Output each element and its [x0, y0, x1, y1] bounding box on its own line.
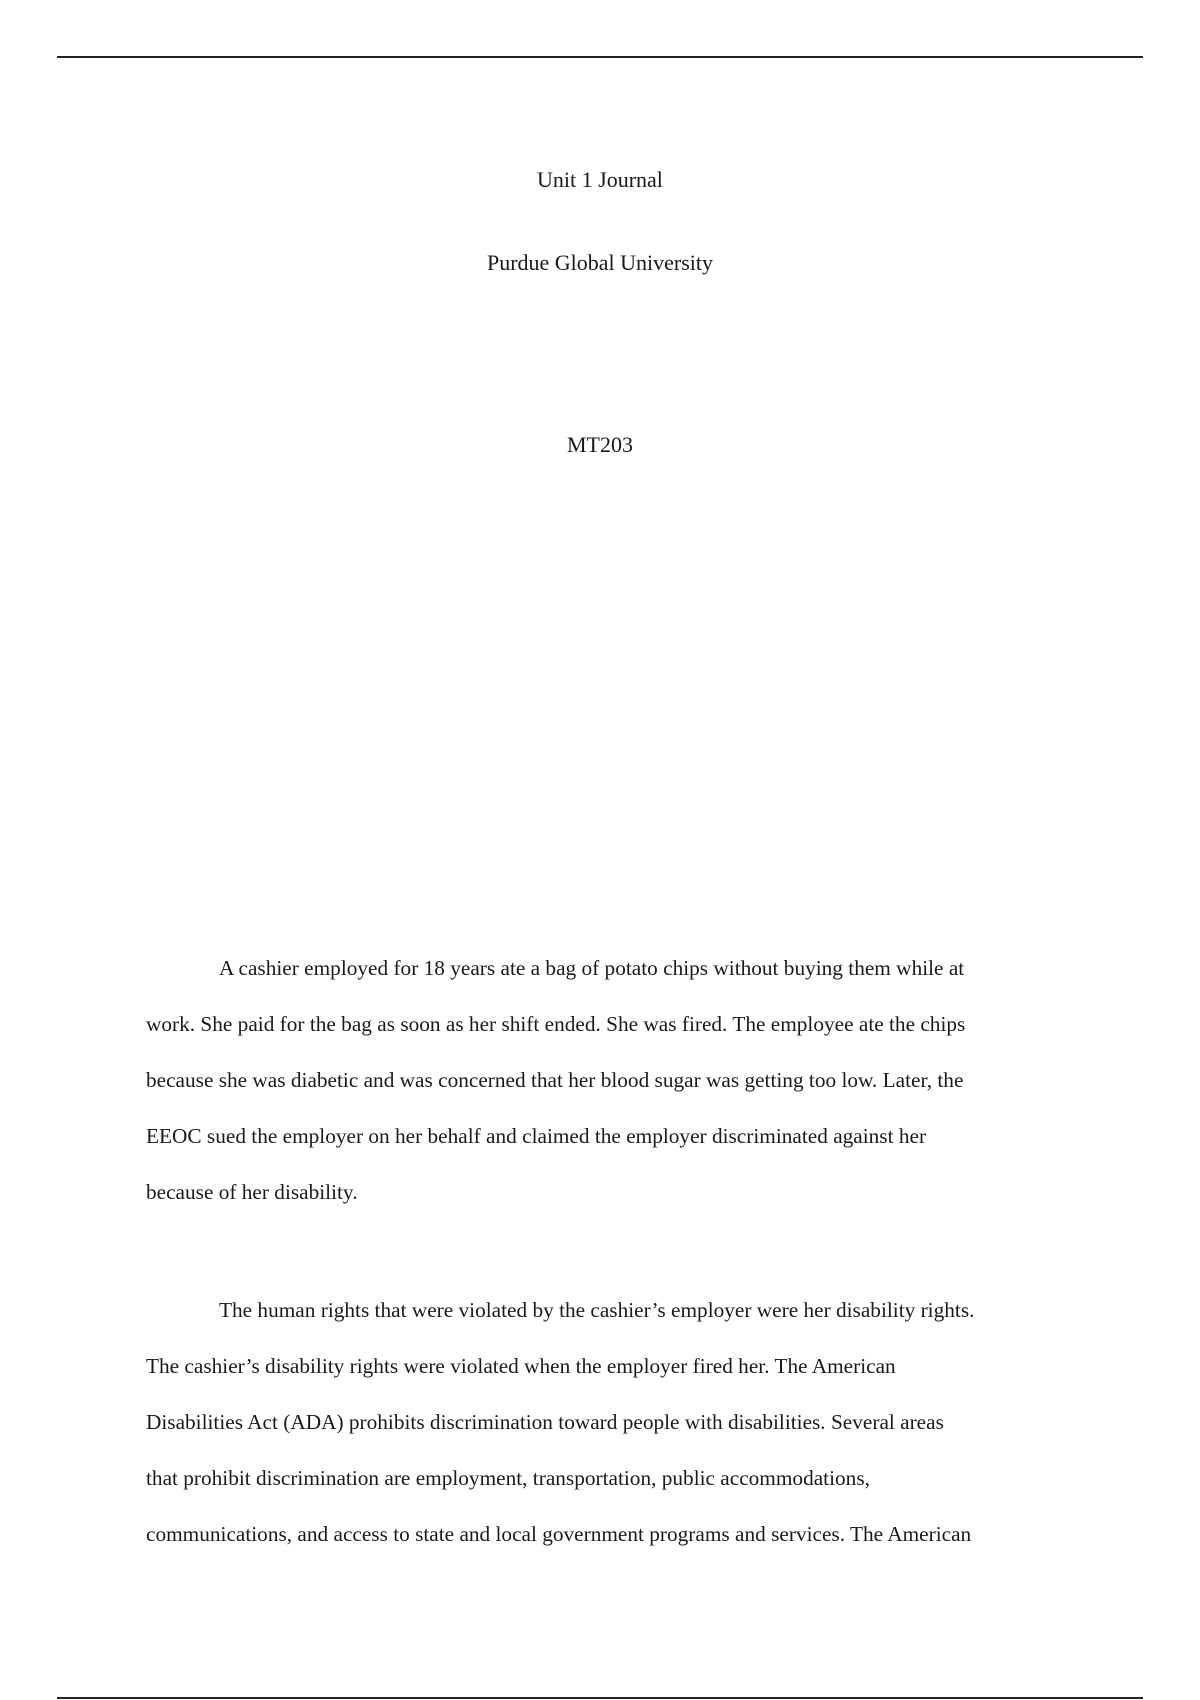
paragraph-line: because she was diabetic and was concerned that her blood sugar was getting too low. Later, the — [146, 1068, 964, 1092]
header-rule — [57, 56, 1143, 58]
body-paragraph — [146, 1282, 1086, 1562]
document-title: Unit 1 Journal — [537, 167, 663, 192]
paragraph-line: work. She paid for the bag as soon as her shift ended. She was fired. The employee ate the chips — [146, 1012, 966, 1036]
paragraph-line: communications, and access to state and local government programs and services. The American — [146, 1522, 972, 1546]
course-code: MT203 — [567, 432, 633, 457]
paragraph-line: A cashier employed for 18 years ate a bag of potato chips without buying them while at — [219, 956, 965, 980]
paragraph-line: EEOC sued the employer on her behalf and claimed the employer discriminated against her — [146, 1124, 927, 1148]
paragraph-line: The cashier’s disability rights were violated when the employer fired her. The American — [146, 1354, 896, 1378]
body-paragraph — [146, 940, 1086, 1220]
paragraph-line: because of her disability. — [146, 1180, 358, 1204]
institution-name: Purdue Global University — [486, 250, 714, 275]
paragraph-line: that prohibit discrimination are employment, transportation, public accommodations, — [146, 1466, 870, 1490]
paragraph-line: The human rights that were violated by the cashier’s employer were her disability rights. — [219, 1298, 975, 1322]
paragraph-line: Disabilities Act (ADA) prohibits discrimination toward people with disabilities. Several areas — [146, 1410, 944, 1434]
footer-rule — [57, 1697, 1143, 1699]
